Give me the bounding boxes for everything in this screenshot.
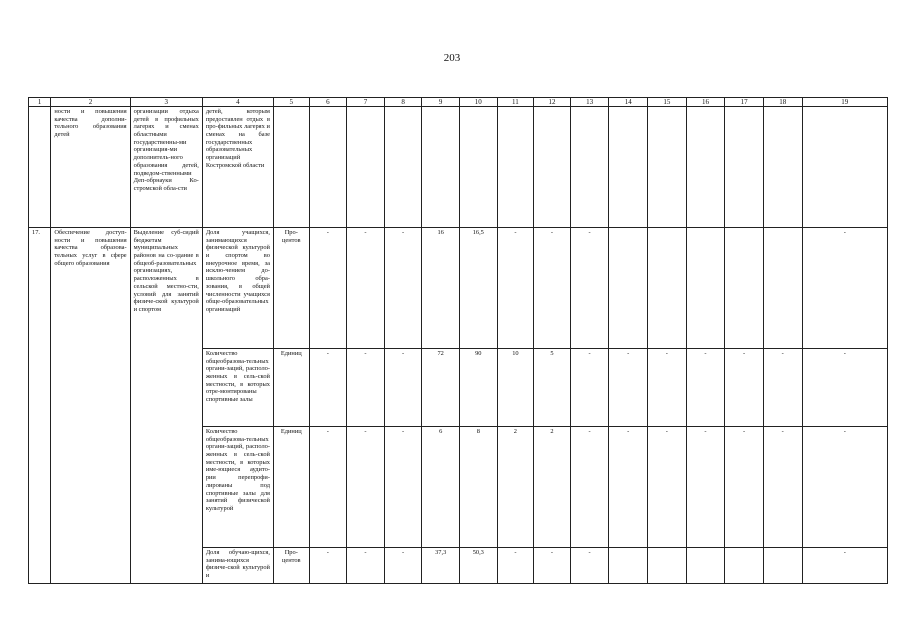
- col-header: 4: [202, 98, 273, 107]
- value-cell: -: [686, 427, 725, 548]
- value-cell: -: [534, 228, 571, 349]
- value-cell: -: [570, 548, 609, 584]
- column-number-row: [29, 98, 888, 107]
- page-number: 203: [443, 52, 461, 64]
- value-cell: -: [609, 349, 648, 427]
- value-cell: 6: [422, 427, 460, 548]
- col-header: 11: [497, 98, 534, 107]
- value-cell: -: [802, 548, 887, 584]
- col-header: 12: [534, 98, 571, 107]
- value-cell: [763, 228, 802, 349]
- value-cell: -: [725, 349, 764, 427]
- value-cell: 8: [459, 427, 497, 548]
- indicator-name-cell: Количество общеобразова-тельных органи-заций, располо-женных в сель-ской местности, в которых отре-монтированы спортивные залы: [202, 349, 273, 427]
- col-header: 14: [609, 98, 648, 107]
- indicator-name-cell: Доля учащихся, занимающихся физической культурой и спортом во внеурочное время, за исклю-чением до-школьного обра-зования, в общей численности учащихся обще-образовательных организаций: [202, 228, 273, 349]
- col-header: 5: [273, 98, 309, 107]
- task-cell: ности и повышения качества дополни-тельного образования детей: [51, 107, 130, 228]
- value-cell: -: [648, 427, 687, 548]
- value-cell: [648, 548, 687, 584]
- value-cell: 10: [497, 349, 534, 427]
- col-header: 3: [130, 98, 202, 107]
- value-cell: 2: [497, 427, 534, 548]
- col-header: 10: [459, 98, 497, 107]
- unit-cell: Про-центов: [273, 548, 309, 584]
- value-cell: -: [309, 228, 347, 349]
- col-header: 16: [686, 98, 725, 107]
- value-cell: -: [309, 349, 347, 427]
- value-cell: -: [497, 548, 534, 584]
- value-cell: -: [609, 427, 648, 548]
- value-cell: 5: [534, 349, 571, 427]
- value-cell: [686, 548, 725, 584]
- value-cell: [609, 548, 648, 584]
- value-cell: -: [802, 349, 887, 427]
- row-number: 17.: [29, 228, 51, 584]
- value-cell: -: [763, 427, 802, 548]
- value-cell: [648, 228, 687, 349]
- col-header: 1: [29, 98, 51, 107]
- value-cell: [725, 228, 764, 349]
- task-cell: Обеспечение доступ-ности и повышения качества образова-тельных услуг в сфере общего образования: [51, 228, 130, 584]
- col-header: 9: [422, 98, 460, 107]
- value-cell: -: [384, 427, 422, 548]
- value-cell: -: [384, 349, 422, 427]
- value-cell: -: [347, 548, 385, 584]
- col-header: 18: [763, 98, 802, 107]
- value-cell: -: [384, 548, 422, 584]
- value-cell: 72: [422, 349, 460, 427]
- value-cell: -: [763, 349, 802, 427]
- value-cell: -: [802, 427, 887, 548]
- value-cell: [763, 548, 802, 584]
- value-cell: [725, 548, 764, 584]
- value-cell: -: [347, 349, 385, 427]
- value-cell: 16: [422, 228, 460, 349]
- table-row: [29, 228, 888, 349]
- measure-cell: организации отдыха детей в профильных лагерях и сменах областными государственны-ми организация-ми дополнитель-ного образования детей, подведом-ственными Деп-обрнауки Ко-стромской обла-сти: [130, 107, 202, 228]
- continued-row: [29, 107, 888, 228]
- unit-cell: Единиц: [273, 349, 309, 427]
- col-header: 7: [347, 98, 385, 107]
- value-cell: -: [384, 228, 422, 349]
- value-cell: 16,5: [459, 228, 497, 349]
- value-cell: -: [570, 349, 609, 427]
- value-cell: -: [686, 349, 725, 427]
- value-cell: [609, 228, 648, 349]
- value-cell: -: [802, 228, 887, 349]
- value-cell: [686, 228, 725, 349]
- col-header: 19: [802, 98, 887, 107]
- indicator-name-cell: детей, которым предоставлен отдых в про-фильных лагерях и сменах на базе государственных образовательных организаций Костромской области: [202, 107, 273, 228]
- value-cell: 2: [534, 427, 571, 548]
- indicator-table: [28, 97, 888, 584]
- col-header: 8: [384, 98, 422, 107]
- value-cell: -: [725, 427, 764, 548]
- col-header: 6: [309, 98, 347, 107]
- value-cell: -: [347, 228, 385, 349]
- value-cell: -: [648, 349, 687, 427]
- value-cell: 50,3: [459, 548, 497, 584]
- col-header: 17: [725, 98, 764, 107]
- value-cell: -: [497, 228, 534, 349]
- value-cell: 37,3: [422, 548, 460, 584]
- unit-cell: Про-центов: [273, 228, 309, 349]
- value-cell: -: [309, 427, 347, 548]
- col-header: 2: [51, 98, 130, 107]
- measure-cell: Выделение суб-сидий бюджетам муниципальных районов на со-здание в общеоб-разовательных организациях, расположенных в сельской местно-сти, условий для занятий физиче-ской культурой и спортом: [130, 228, 202, 584]
- value-cell: -: [347, 427, 385, 548]
- value-cell: -: [309, 548, 347, 584]
- col-header: 13: [570, 98, 609, 107]
- value-cell: -: [570, 228, 609, 349]
- value-cell: -: [534, 548, 571, 584]
- col-header: 15: [648, 98, 687, 107]
- value-cell: 90: [459, 349, 497, 427]
- indicator-name-cell: Доля обучаю-щихся, занима-ющихся физиче-ской культурой и: [202, 548, 273, 584]
- indicator-name-cell: Количество общеобразова-тельных органи-заций, располо-женных в сель-ской местности, в которых име-ющиеся аудито-рии перепрофи-лированы под спортивные залы для занятий физической культурой: [202, 427, 273, 548]
- unit-cell: Единиц: [273, 427, 309, 548]
- value-cell: -: [570, 427, 609, 548]
